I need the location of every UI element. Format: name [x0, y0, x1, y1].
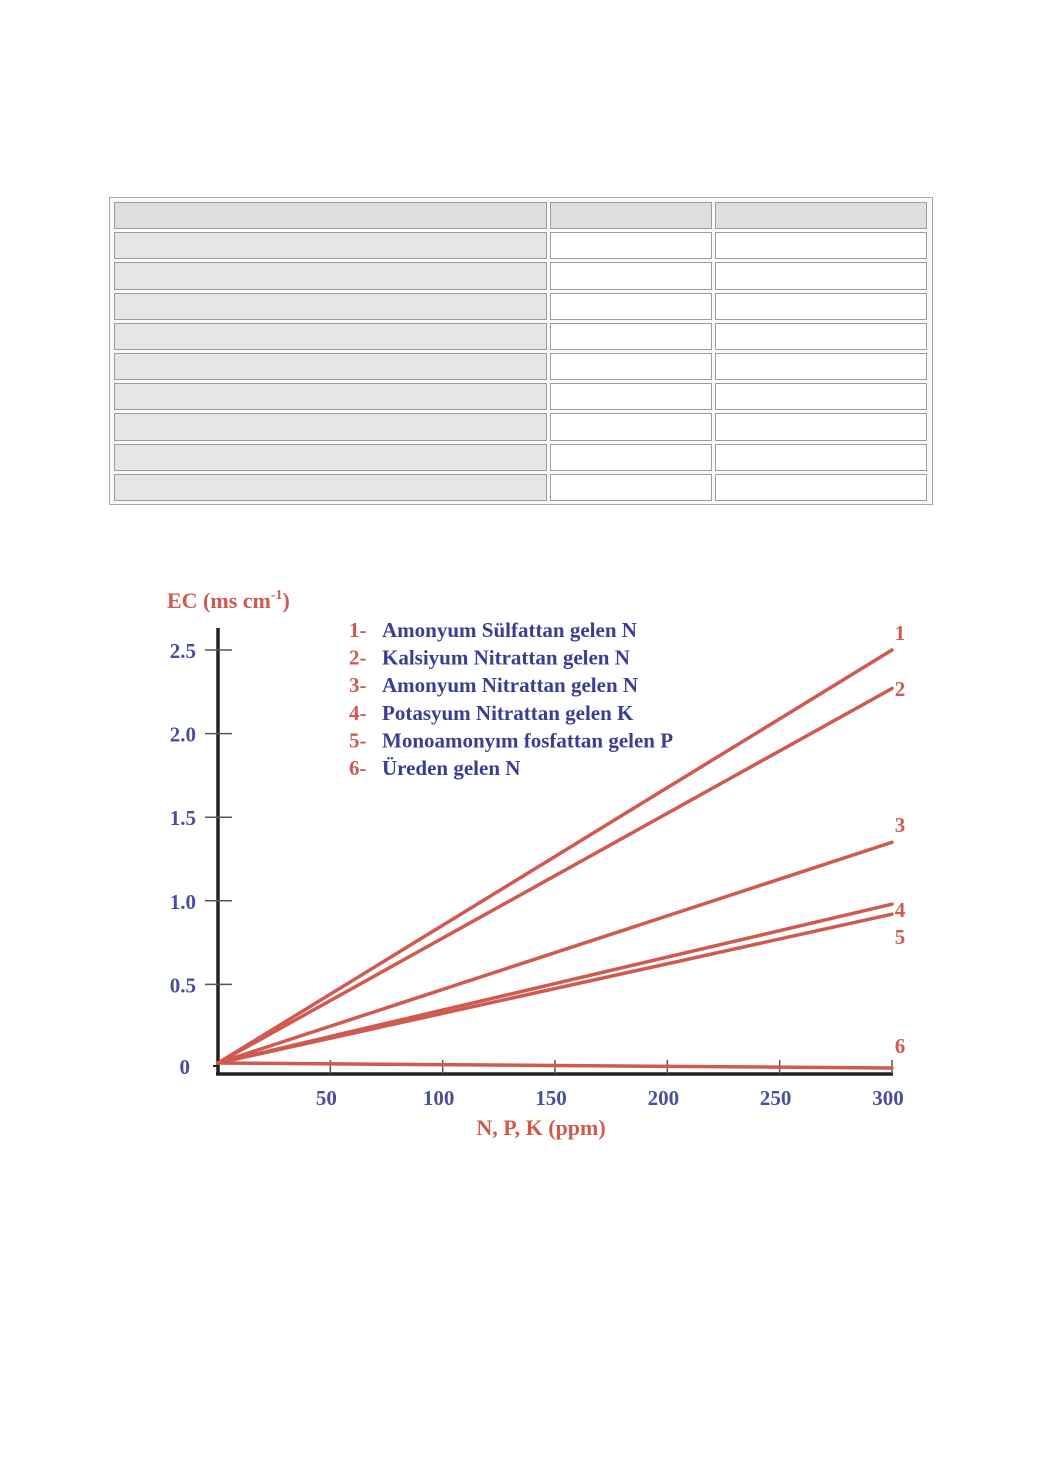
- y-axis-title-sup: -1: [270, 588, 283, 603]
- legend-label: Amonyum Sülfattan gelen N: [382, 618, 637, 642]
- y-axis-title-main: EC (ms cm: [167, 588, 271, 613]
- series-end-label-2: 2: [894, 677, 906, 701]
- y-tick-label: 2.0: [169, 722, 196, 747]
- series-end-label-6: 6: [894, 1034, 906, 1058]
- legend-number: 6-: [349, 756, 367, 780]
- y-axis-title: [167, 588, 290, 613]
- legend-number: 2-: [349, 645, 367, 670]
- y-tick-label: 1.5: [169, 806, 196, 831]
- x-tick-label: 300: [872, 1086, 904, 1110]
- legend-label: Üreden gelen N: [382, 756, 521, 780]
- x-tick-label: 150: [535, 1086, 567, 1110]
- y-tick-label: 0.5: [169, 973, 196, 998]
- y-tick-label: 0: [179, 1055, 190, 1079]
- series-line-5: [218, 914, 892, 1063]
- legend: [349, 618, 673, 780]
- legend-number: 1-: [349, 618, 367, 642]
- x-tick-label: 250: [759, 1086, 792, 1110]
- series-end-label-4: 4: [894, 898, 906, 922]
- legend-label: Potasyum Nitrattan gelen K: [382, 700, 634, 725]
- legend-number: 3-: [349, 673, 367, 698]
- legend-label: Amonyum Nitrattan gelen N: [382, 673, 639, 698]
- y-tick-label: 1.0: [169, 889, 196, 914]
- series-end-label-3: 3: [894, 813, 906, 837]
- legend-number: 5-: [349, 728, 367, 753]
- legend-label: Kalsiyum Nitrattan gelen N: [382, 645, 630, 670]
- legend-number: 4-: [349, 700, 367, 725]
- x-tick-label: 200: [647, 1086, 680, 1110]
- x-tick-label: 50: [315, 1086, 337, 1110]
- x-axis-title: N, P, K (ppm): [476, 1115, 606, 1140]
- series-end-label-5: 5: [894, 925, 906, 949]
- x-tick-label: 100: [422, 1086, 455, 1110]
- y-axis-title-close: ): [282, 588, 290, 613]
- y-tick-label: 2.5: [169, 639, 196, 663]
- series-end-label-1: 1: [894, 621, 906, 645]
- legend-label: Monoamonyım fosfattan gelen P: [382, 728, 674, 753]
